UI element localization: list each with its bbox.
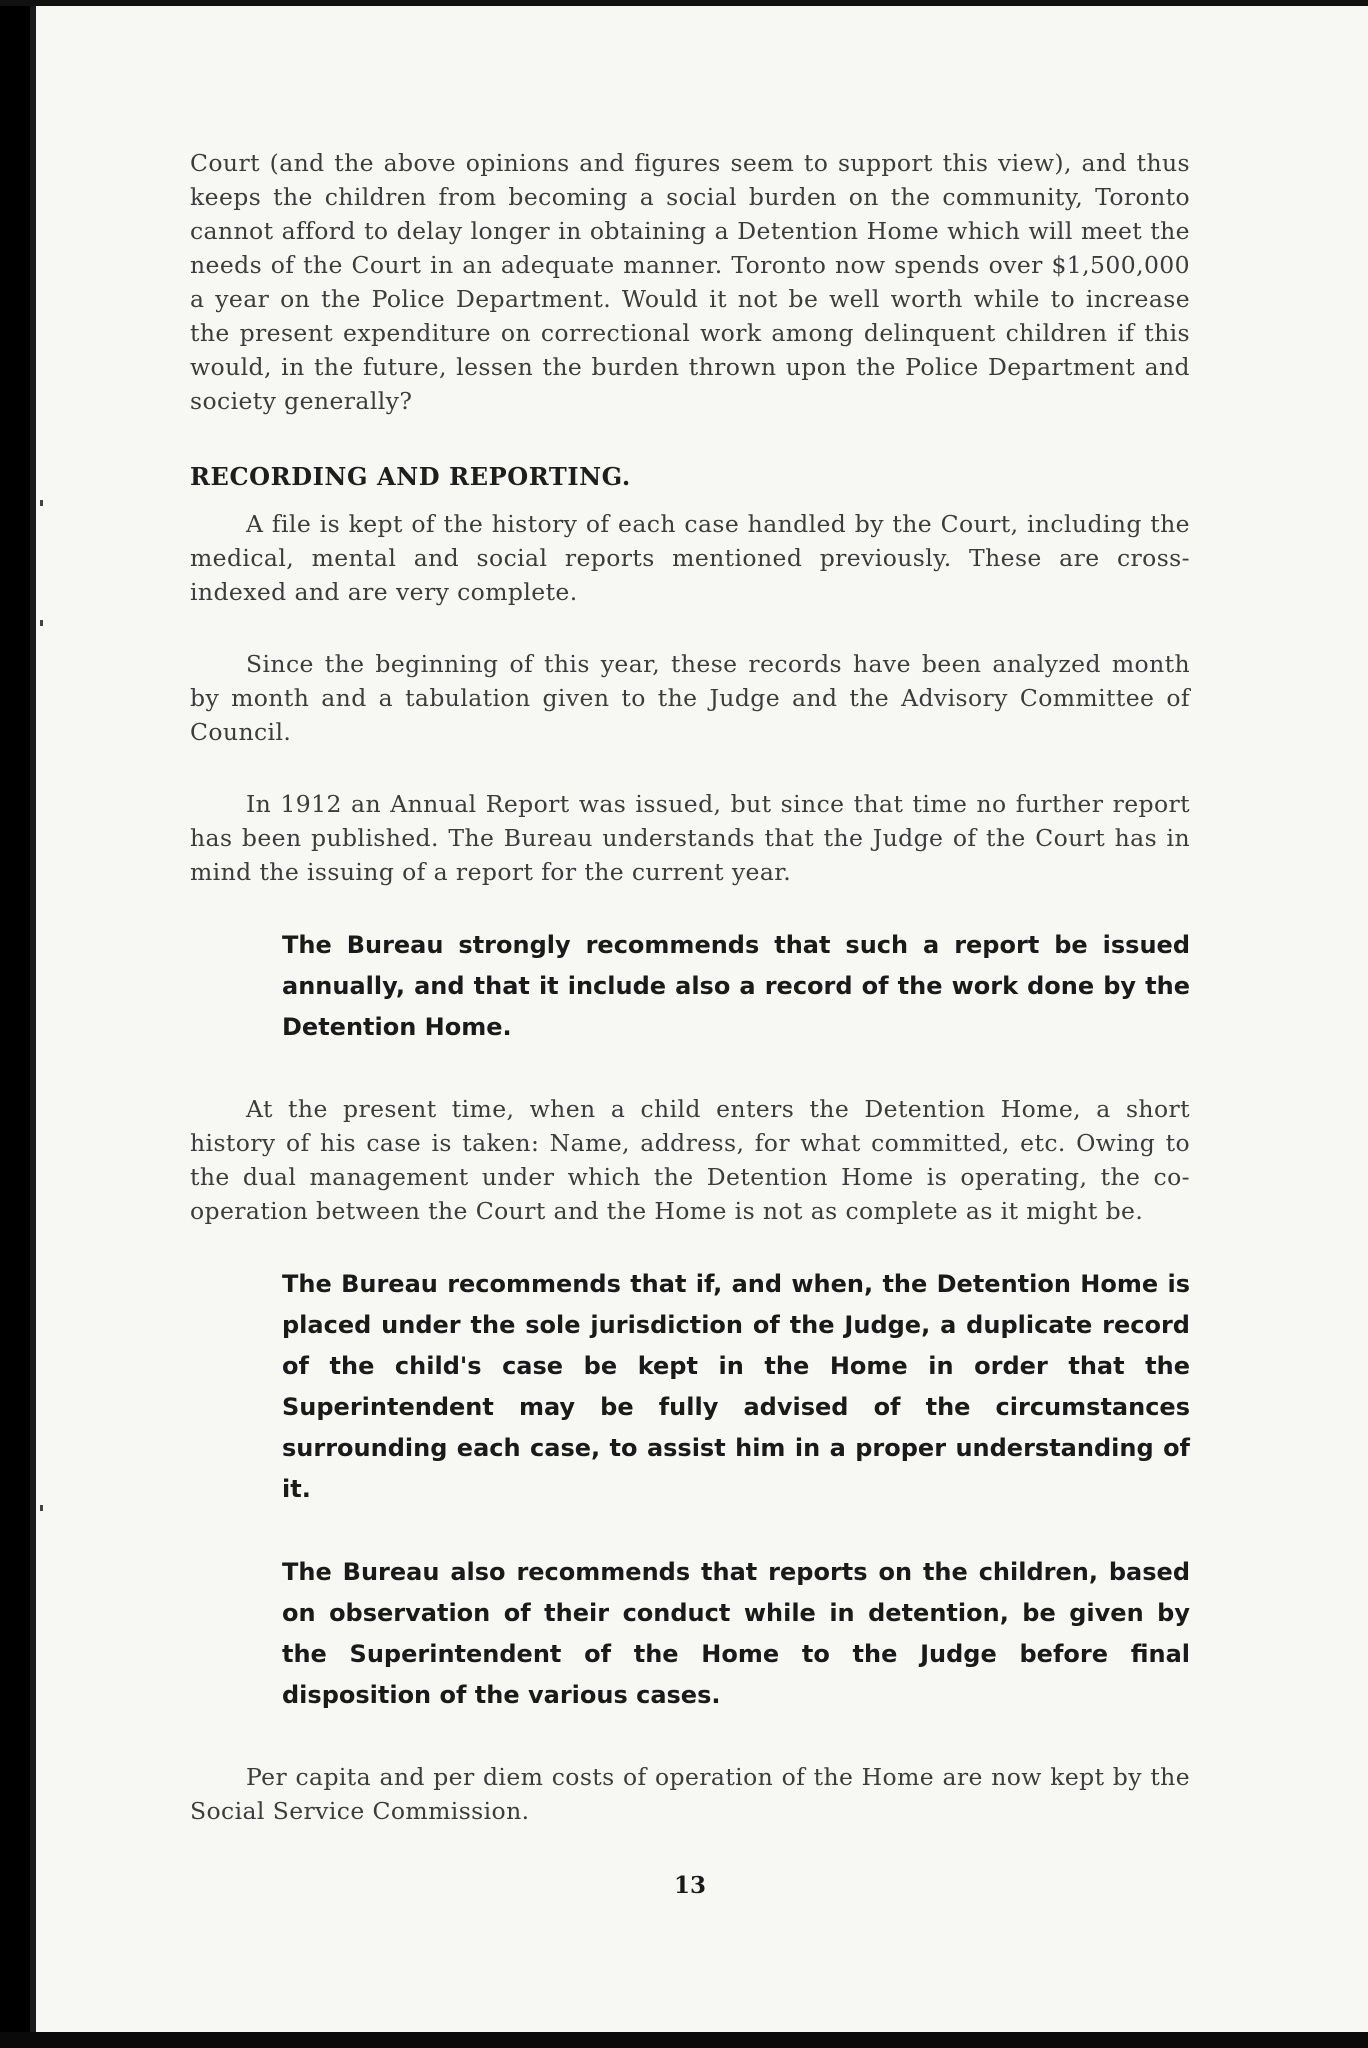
recommendation-duplicate-record: The Bureau recommends that if, and when, the Detention Home is placed under the sole jurisdiction of the Judge, a duplicate record of the child's case be kept in the Home in order that the Superintendent may be fully advised of the circumstances surrounding each case, to assist him in a proper understanding of it. [282,1270,1190,1503]
spacer [190,1716,1190,1760]
continuation-paragraph: Court (and the above opinions and figures seem to support this view), and thus keeps the children from becoming a social burden on the community, Toronto cannot afford to delay longer in obtaining a Detention Home which will meet the needs of the Court in an adequate manner. Toronto now spends over $1,500,000 a year on the Police Department. Would it not be well worth while to increase the present expenditure on correctional work among delinquent children if this would, in the future, lessen the burden thrown upon the Police Department and society generally? [190,149,1190,415]
spacer [190,1048,1190,1092]
scan-speck [40,1505,43,1511]
paper-sheet [30,6,1368,2032]
scan-speck [40,500,43,506]
paragraph-file-kept: A file is kept of the history of each case handled by the Court, including the medical, mental and social reports mentioned previously. These are cross-indexed and are very complete. [190,510,1190,606]
scan-bottom-edge [0,2032,1368,2048]
spacer [190,749,1190,787]
page-number: 13 [673,1872,706,1899]
spacer [190,1228,1190,1264]
recommendation-annual-report: The Bureau strongly recommends that such a report be issued annually, and that it include also a record of the work done by the Detention Home. [282,931,1190,1041]
page-content [190,146,1190,1899]
spacer [190,1510,1190,1552]
spacer [190,609,1190,647]
paragraph-present-time: At the present time, when a child enters the Detention Home, a short history of his case is taken: Name, address, for what committed, etc. Owing to the dual management under which the Detention Home is operating, the co-operation between the Court and the Home is not as complete as it might be. [190,1095,1190,1225]
recommendation-observation-reports: The Bureau also recommends that reports on the children, based on observation of their conduct while in detention, be given by the Superintendent of the Home to the Judge before final disposition of the various cases. [282,1558,1190,1709]
paragraph-per-capita-costs: Per capita and per diem costs of operation of the Home are now kept by the Social Service Commission. [190,1763,1190,1825]
paragraph-annual-report-1912: In 1912 an Annual Report was issued, but since that time no further report has been published. The Bureau understands that the Judge of the Court has in mind the issuing of a report for the current year. [190,790,1190,886]
scan-speck [40,620,43,626]
paragraph-since-beginning: Since the beginning of this year, these records have been analyzed month by month and a tabulation given to the Judge and the Advisory Committee of Council. [190,650,1190,746]
spacer [190,889,1190,925]
section-heading: RECORDING AND REPORTING. [190,462,631,491]
